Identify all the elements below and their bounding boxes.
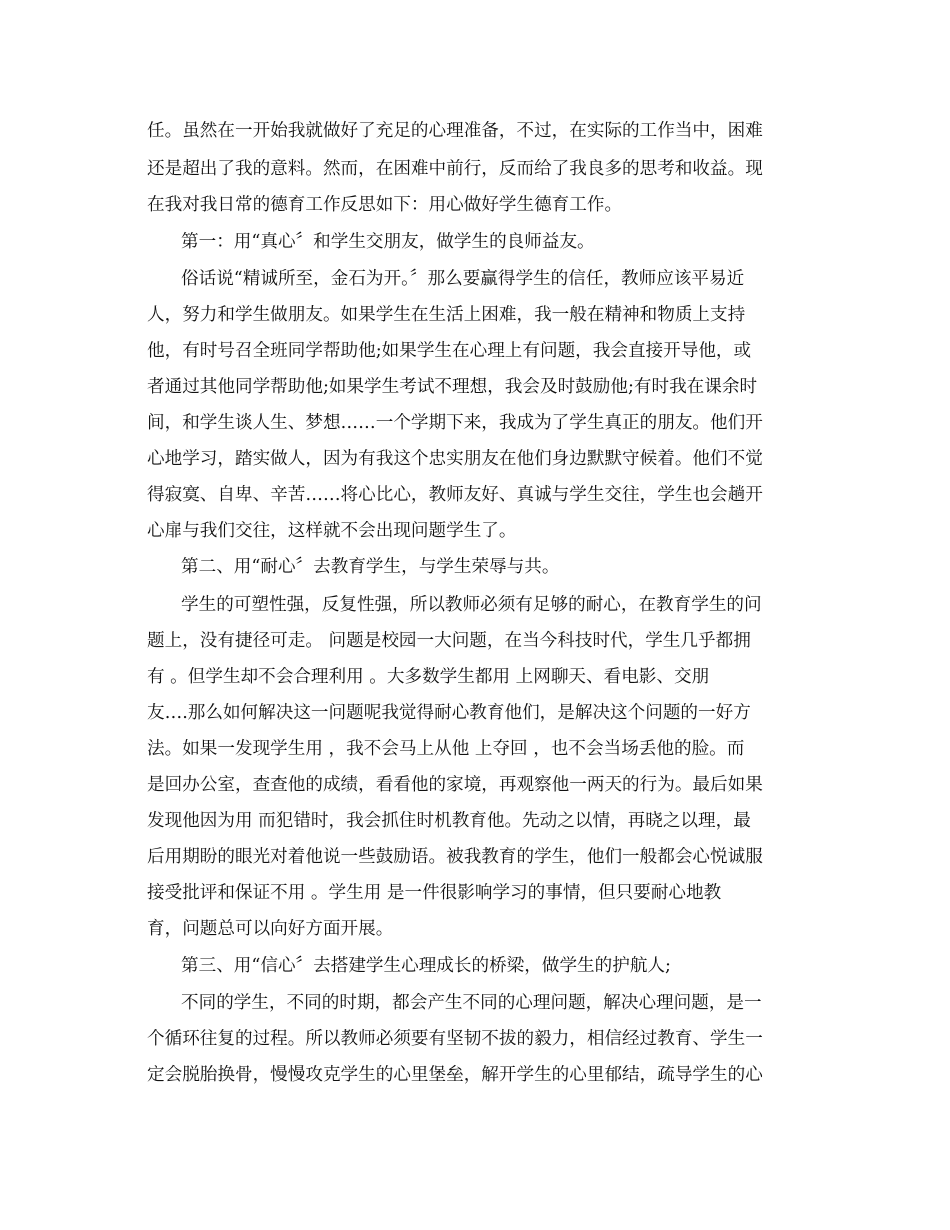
text-line: 不同的学生，不同的时期，都会产生不同的心理问题，解决心理问题，是一 [181,993,762,1013]
section-heading: 第三、用“信心〞去搭建学生心理成长的桥梁，做学生的护航人; [181,956,671,976]
text-line: 还是超出了我的意料。然而，在困难中前行，反而给了我良多的思考和收益。现 [147,159,763,179]
text-line: 定会脱胎换骨，慢慢攻克学生的心里堡垒，解开学生的心里郁结，疏导学生的心 [147,1065,763,1085]
text-line: 者通过其他同学帮助他;如果学生考试不理想，我会及时鼓励他;有时我在课余时 [147,377,758,397]
text-line: 育，问题总可以向好方面开展。 [147,919,394,939]
text-line: 题上，没有捷径可走。 问题是校园一大问题，在当今科技时代，学生几乎都拥 [147,631,751,651]
section-heading: 第二、用“耐心〞去教育学生，与学生荣辱与共。 [181,557,560,577]
text-line: 学生的可塑性强，反复性强，所以教师必须有足够的耐心，在教育学生的问 [181,595,762,615]
text-line: 有 。但学生却不会合理利用 。大多数学生都用 上网聊天、看电影、交朋 [147,667,710,687]
text-line: 人，努力和学生做朋友。如果学生在生活上困难，我一般在精神和物质上支持 [147,305,746,325]
text-line: 间，和学生谈人生、梦想……一个学期下来，我成为了学生真正的朋友。他们开 [147,413,763,433]
text-line: 在我对我日常的德育工作反思如下：用心做好学生德育工作。 [147,195,623,215]
text-line: 法。如果一发现学生用 ，我不会马上从他 上夺回 ，也不会当场丢他的脸。而 [147,739,745,759]
text-line: 是回办公室，查查他的成绩，看看他的家境，再观察他一两天的行为。最后如果 [147,775,763,795]
text-line: 发现他因为用 而犯错时，我会抓住时机教育他。先动之以情，再晓之以理，最 [147,811,751,831]
text-line: 个循环往复的过程。所以教师必须要有坚韧不拔的毅力，相信经过教育、学生一 [147,1029,763,1049]
text-line: 友….那么如何解决这一问题呢我觉得耐心教育他们，是解决这个问题的一好方 [147,703,751,723]
text-line: 后用期盼的眼光对着他说一些鼓励语。被我教育的学生，他们一般都会心悦诚服 [147,847,763,867]
text-line: 心扉与我们交往，这样就不会出现问题学生了。 [147,521,517,541]
text-line: 他，有时号召全班同学帮助他;如果学生在心理上有问题，我会直接开导他，或 [147,341,752,361]
section-heading: 第一：用“真心〞和学生交朋友，做学生的良师益友。 [181,232,595,252]
text-line: 任。虽然在一开始我就做好了充足的心理准备，不过，在实际的工作当中，困难 [147,121,763,141]
text-line: 心地学习，踏实做人，因为有我这个忠实朋友在他们身边默默守候着。他们不觉 [147,449,763,469]
text-line: 俗话说“精诚所至，金石为开。〞那么要赢得学生的信任，教师应该平易近 [181,269,745,289]
text-line: 接受批评和保证不用 。学生用 是一件很影响学习的事情，但只要耐心地教 [147,883,722,903]
text-line: 得寂寞、自卑、辛苦……将心比心，教师友好、真诚与学生交往，学生也会趟开 [147,485,763,505]
